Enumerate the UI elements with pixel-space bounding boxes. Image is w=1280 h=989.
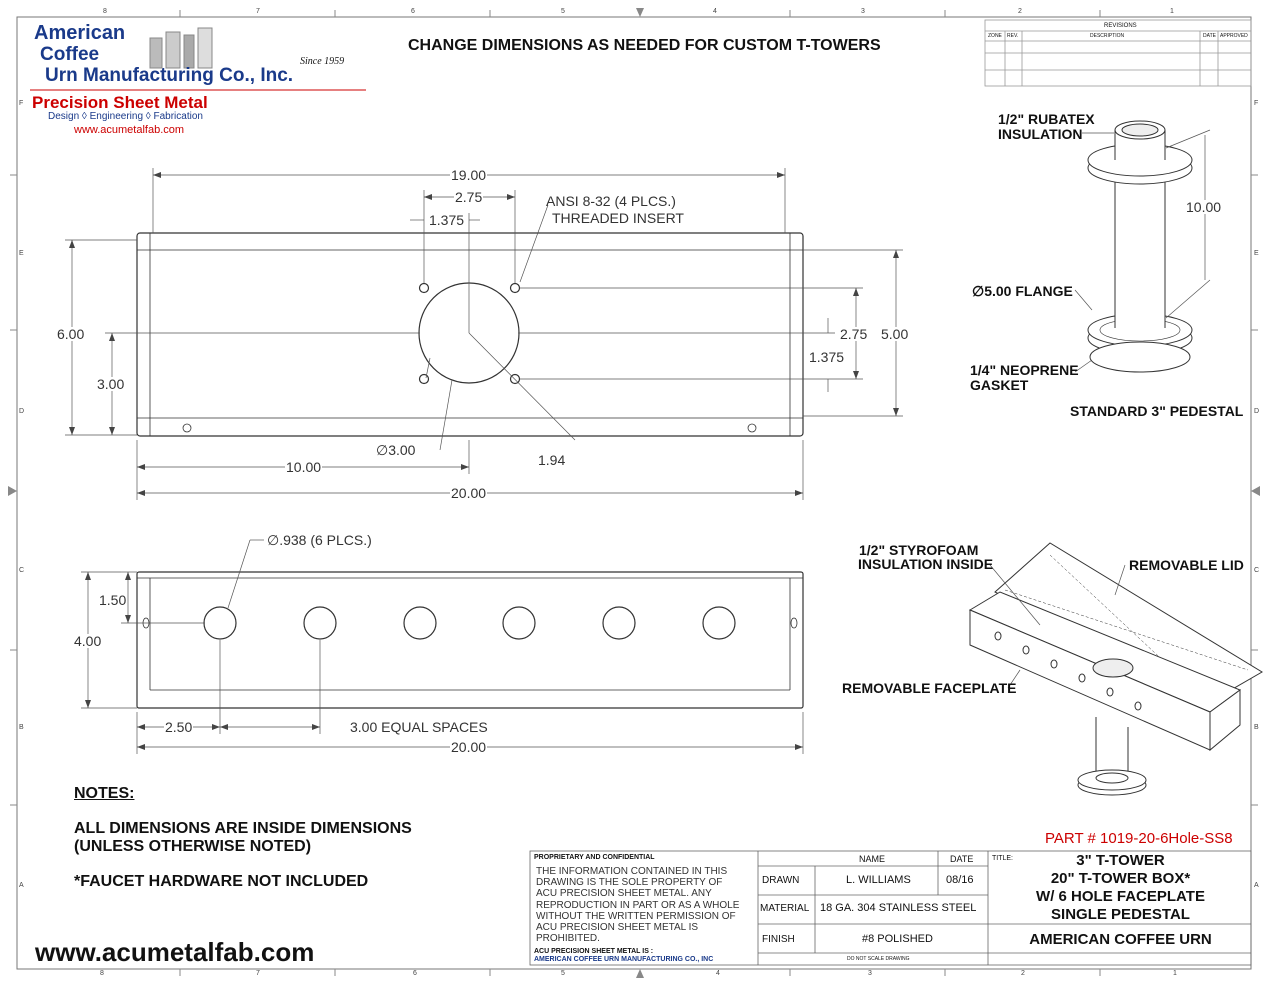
zone-right-D: D [1254,408,1260,415]
rev-col-description: DESCRIPTION [1090,33,1125,39]
zone-top-4: 4 [713,8,717,15]
title-line-2: 20" T-TOWER BOX* [1050,870,1191,887]
box-iso [970,543,1262,795]
drawing-title [990,852,1251,924]
logo-line-american: American [34,22,126,44]
dim-center-10: 10.00 [286,459,322,475]
dim-vert-holes: 2.75 [840,326,868,342]
company-name: AMERICAN COFFEE URN [1029,931,1212,948]
zone-top-8: 8 [103,8,107,15]
zone-left-D: D [19,408,25,415]
drawn-name: L. WILLIAMS [846,874,911,886]
dim-radius-194: 1.94 [538,452,566,468]
dim-hole-height: 1.50 [99,592,127,608]
dim-half-holes: 1.375 [429,212,465,228]
top-view-dimensions [65,168,903,500]
logo-line-urn: Urn Manufacturing Co., Inc. [45,65,294,86]
zone-top-5: 5 [561,8,565,15]
drawn-label: DRAWN [762,875,800,886]
dim-half-height-3: 3.00 [97,376,125,392]
notes-line3: *FAUCET HARDWARE NOT INCLUDED [74,873,369,890]
dim-front-height: 4.00 [74,633,102,649]
rev-col-date: DATE [1203,33,1216,39]
date-head: DATE [950,854,974,864]
front-view [137,572,803,708]
callout-insert: THREADED INSERT [552,210,684,226]
label-rubatex-2: INSULATION [998,126,1083,142]
zone-bottom-3: 3 [868,970,872,977]
zone-right-B: B [1254,724,1259,731]
dim-length-20: 20.00 [451,485,487,501]
zone-top-2: 2 [1018,8,1022,15]
material-label: MATERIAL [760,903,810,914]
finish-value: #8 POLISHED [862,933,933,945]
zone-left-A: A [19,882,24,889]
zone-top-1: 1 [1170,8,1174,15]
dim-height-6: 6.00 [57,326,85,342]
zone-bottom-4: 4 [716,970,720,977]
dim-holes-275: 2.75 [455,189,483,205]
title-line-1: 3" T-TOWER [1076,852,1165,869]
zone-top-6: 6 [411,8,415,15]
label-styrofoam-1: 1/2" STYROFOAM [859,542,979,558]
title-head: TITLE: [992,855,1014,862]
callout-ansi: ANSI 8-32 (4 PLCS.) [546,193,676,209]
title-line-4: SINGLE PEDESTAL [1051,906,1190,923]
label-gasket-2: GASKET [970,377,1029,393]
zone-right-C: C [1254,567,1260,574]
rev-col-approved: APPROVED [1220,33,1248,39]
rev-col-rev: REV. [1007,33,1019,39]
zone-left-E: E [19,250,24,257]
footer-url[interactable]: www.acumetalfab.com [35,937,315,967]
prop-title: PROPRIETARY AND CONFIDENTIAL [534,854,655,861]
zone-right-E: E [1254,250,1259,257]
prop-text: THE INFORMATION CONTAINED IN THIS DRAWING IS THE SOLE PROPERTY OF ACU PRECISION SHEET METAL. ANY REPRODUCTION IN PART OR AS A WHOLE WITHOUT THE WRITTEN PERMISSION OF ACU PRECISION SHEET METAL IS PROHIBITED. [536,866,740,945]
scale-note: DO NOT SCALE DRAWING [847,956,910,962]
dim-half-vert: 1.375 [809,349,845,365]
label-styrofoam-2: INSULATION INSIDE [858,556,994,572]
label-removable-lid: REMOVABLE LID [1129,557,1244,573]
zone-top-7: 7 [256,8,260,15]
zone-left-B: B [19,724,24,731]
dim-diameter-3: ∅3.00 [376,442,416,458]
dim-inner-height-5: 5.00 [881,326,909,342]
logo-line-coffee: Coffee [40,44,100,65]
finish-label: FINISH [762,934,795,945]
prop-footer1: ACU PRECISION SHEET METAL IS : [534,948,654,955]
label-removable-faceplate: REMOVABLE FACEPLATE [842,680,1017,696]
part-number: PART # 1019-20-6Hole-SS8 [1045,830,1233,847]
rev-col-zone: ZONE [988,33,1002,39]
dim-front-length: 20.00 [451,739,487,755]
label-standard-pedestal: STANDARD 3" PEDESTAL [1070,403,1244,419]
zone-bottom-1: 1 [1173,970,1177,977]
dim-pedestal-height: 10.00 [1186,199,1222,215]
dim-overall-19: 19.00 [451,167,487,183]
dim-first-250: 2.50 [165,719,193,735]
logo-services: Design ◊ Engineering ◊ Fabrication [48,111,203,122]
name-head: NAME [859,854,886,864]
logo-since: Since 1959 [300,56,345,67]
label-rubatex-1: 1/2" RUBATEX [998,111,1095,127]
label-gasket-1: 1/4" NEOPRENE [970,362,1079,378]
zone-right-A: A [1254,882,1259,889]
drawn-date: 08/16 [946,874,974,886]
notes-line1: ALL DIMENSIONS ARE INSIDE DIMENSIONS [74,820,412,837]
logo-url: www.acumetalfab.com [74,124,185,136]
zone-top-3: 3 [861,8,865,15]
dim-equal-spaces: 3.00 EQUAL SPACES [350,719,488,735]
prop-footer2: AMERICAN COFFEE URN MANUFACTURING CO., INC [534,956,714,963]
page-heading: CHANGE DIMENSIONS AS NEEDED FOR CUSTOM T-TOWERS [408,37,881,54]
zone-bottom-6: 6 [413,970,417,977]
revisions-title: REVISIONS [1104,23,1137,29]
dim-hole-dia: ∅.938 (6 PLCS.) [267,532,372,548]
label-flange: ∅5.00 FLANGE [972,283,1073,299]
company-logo [32,20,372,140]
pedestal-iso [1088,121,1192,372]
zone-bottom-8: 8 [100,970,104,977]
logo-tagline: Precision Sheet Metal [32,93,208,112]
notes-title: NOTES: [74,785,135,802]
material-value: 18 GA. 304 STAINLESS STEEL [820,902,977,914]
notes-line2: (UNLESS OTHERWISE NOTED) [74,838,312,855]
zone-left-F: F [19,100,24,107]
zone-bottom-7: 7 [256,970,260,977]
title-line-3: W/ 6 HOLE FACEPLATE [1036,888,1205,905]
zone-right-F: F [1254,100,1259,107]
zone-bottom-2: 2 [1021,970,1025,977]
zone-left-C: C [19,567,25,574]
zone-bottom-5: 5 [561,970,565,977]
